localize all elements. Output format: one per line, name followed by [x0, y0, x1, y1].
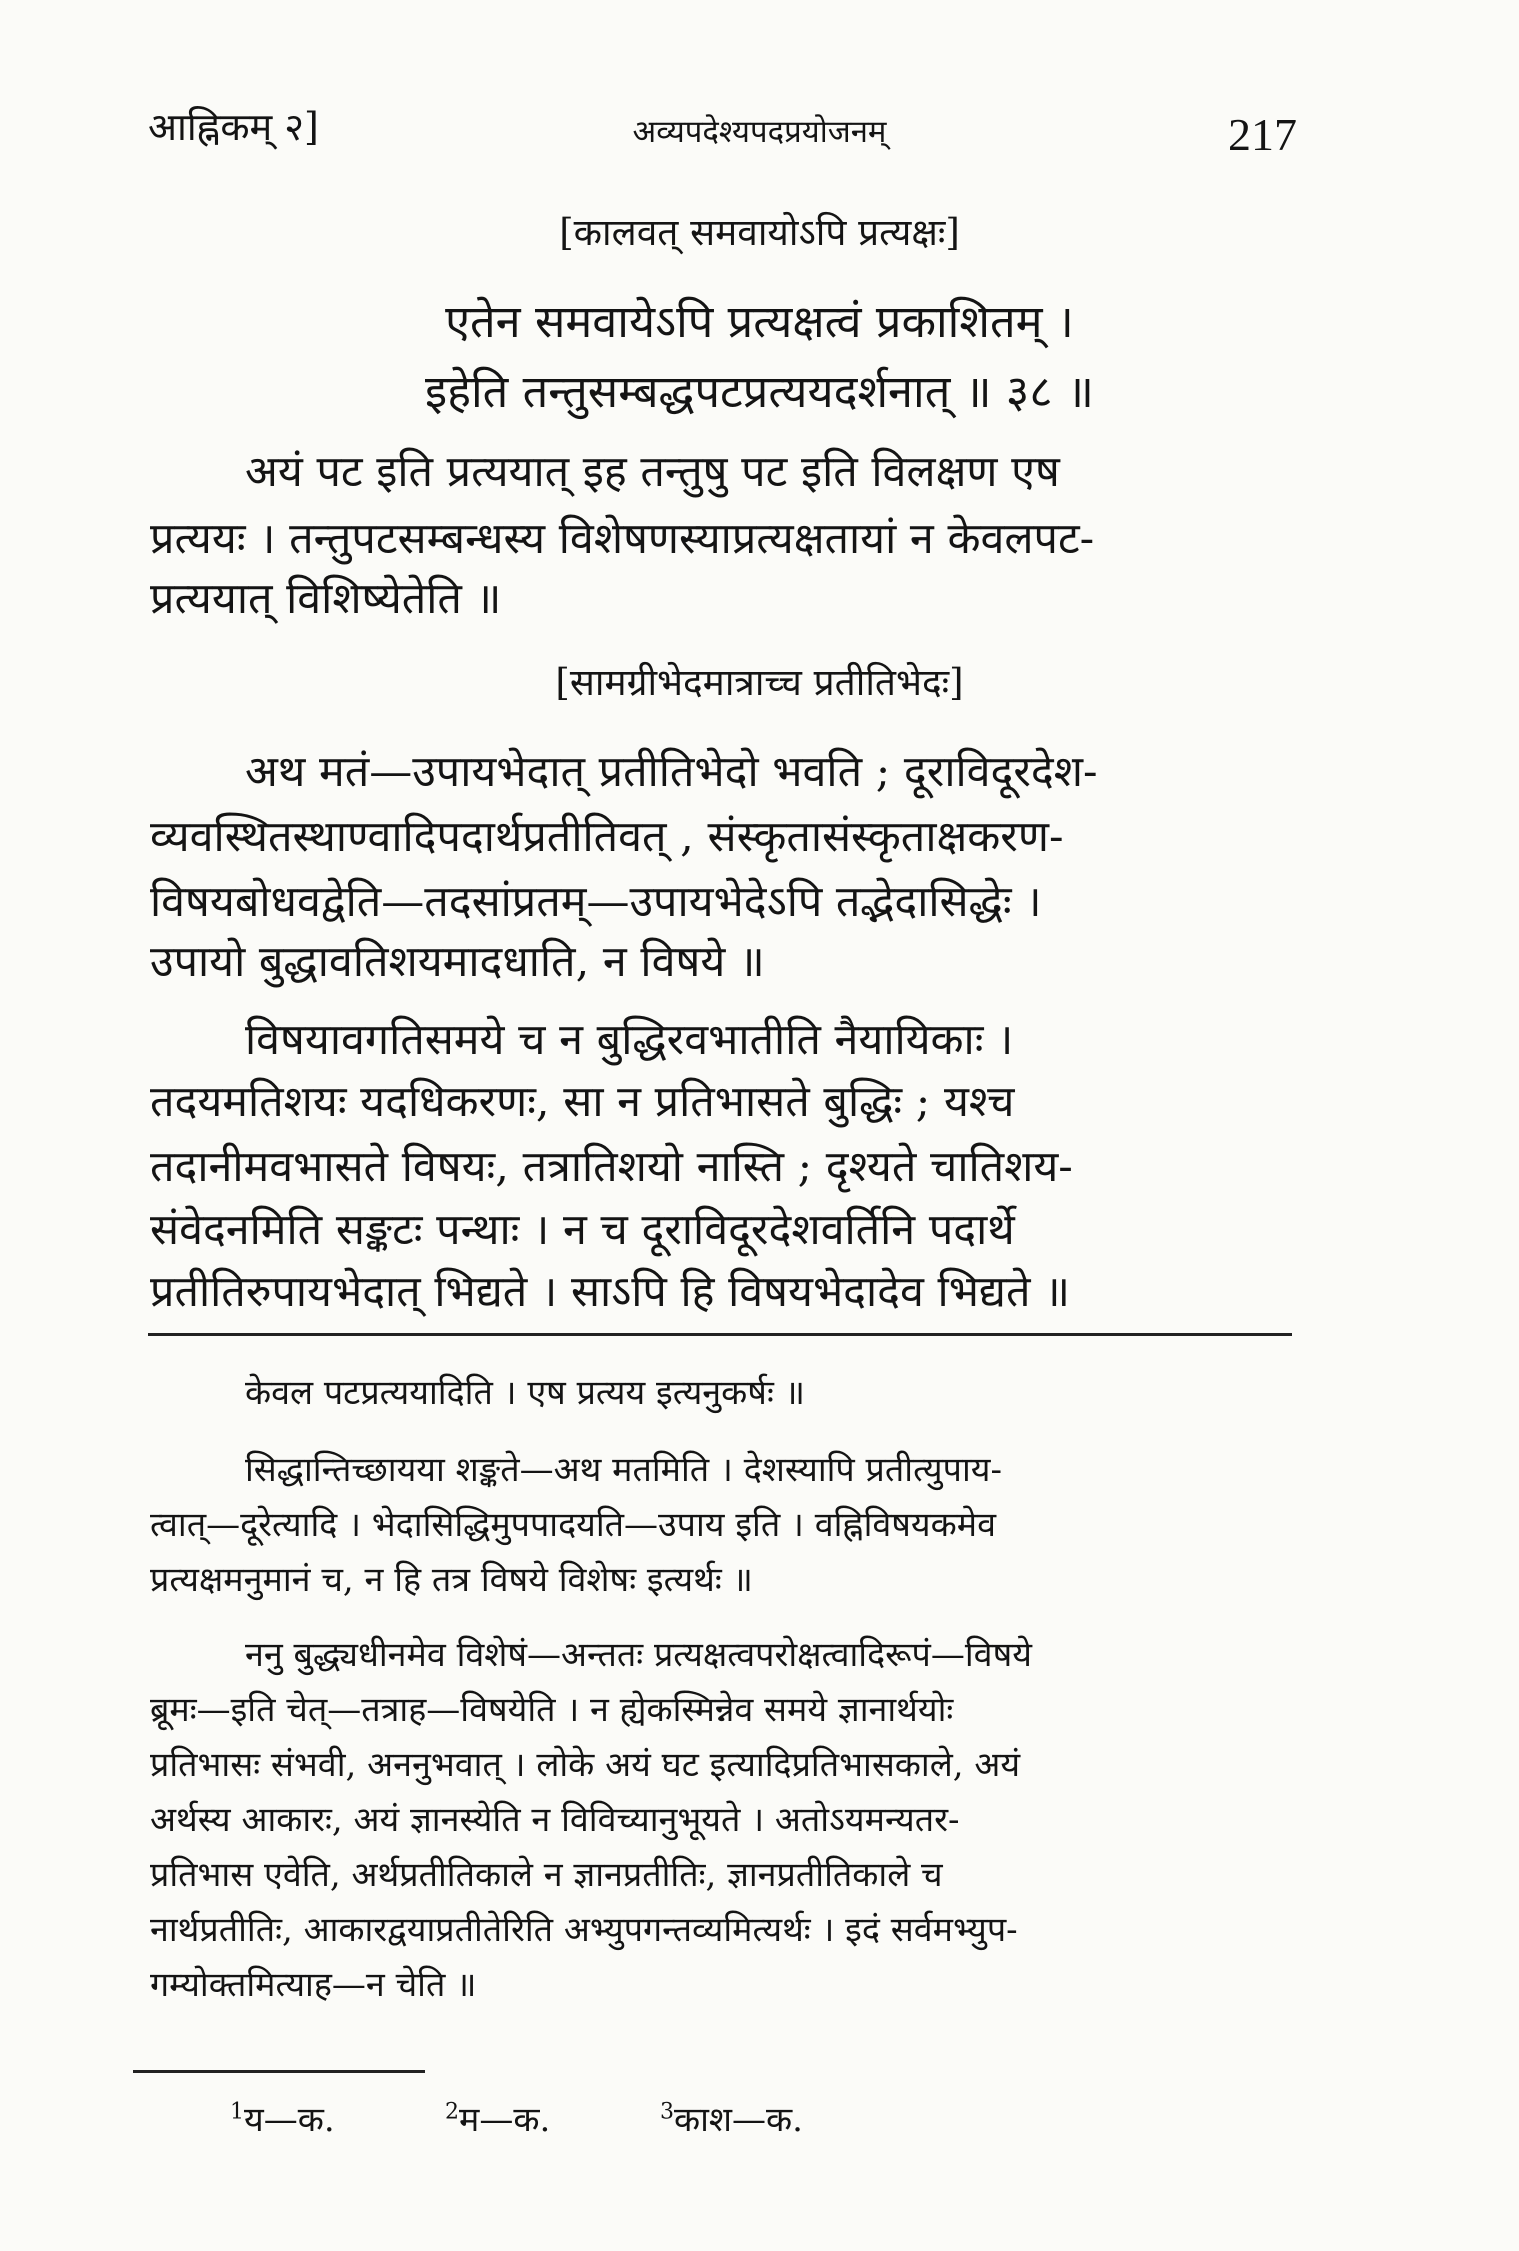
section-heading-1: [कालवत् समवायोऽपि प्रत्यक्षः] [559, 211, 960, 254]
commentary-line: प्रतिभासः संभवी, अननुभवात् । लोके अयं घट इत्यादिप्रतिभासकाले, अयं [150, 1745, 1021, 1785]
running-head-left: आह्निकम् २] [148, 105, 319, 149]
footnote [660, 2095, 803, 2141]
footnote-divider [133, 2070, 425, 2073]
commentary-line: प्रत्यक्षमनुमानं च, न हि तत्र विषये विशेषः इत्यर्थः ॥ [150, 1560, 753, 1600]
para-line: प्रतीतिरुपायभेदात् भिद्यते । साऽपि हि विषयभेदादेव भिद्यते ॥ [150, 1267, 1070, 1317]
para-line: व्यवस्थितस्थाण्वादिपदार्थप्रतीतिवत् , संस्कृतासंस्कृताक्षकरण- [150, 812, 1064, 862]
para-line: उपायो बुद्धावतिशयमादधाति, न विषये ॥ [150, 937, 765, 987]
page-number: 217 [1228, 109, 1297, 160]
para-line: तदानीमवभासते विषयः, तत्रातिशयो नास्ति ; दृश्यते चातिशय- [150, 1142, 1073, 1192]
verse-line-1: एतेन समवायेऽपि प्रत्यक्षत्वं प्रकाशितम् । [445, 295, 1074, 348]
footnote-marker: 2 [445, 2099, 459, 2125]
footnote-marker: 1 [230, 2099, 244, 2125]
para-line: संवेदनमिति सङ्कटः पन्थाः । न च दूराविदूरदेशवर्तिनि पदार्थे [150, 1205, 1015, 1255]
footnote-text: म—क. [459, 2100, 551, 2140]
footnote [230, 2095, 335, 2141]
para-line: तदयमतिशयः यदधिकरणः, सा न प्रतिभासते बुद्धिः ; यश्च [150, 1077, 1015, 1127]
commentary-line: प्रतिभास एवेति, अर्थप्रतीतिकाले न ज्ञानप्रतीतिः, ज्ञानप्रतीतिकाले च [150, 1855, 943, 1895]
commentary-line: सिद्धान्तिच्छायया शङ्कते—अथ मतमिति । देशस्यापि प्रतीत्युपाय- [245, 1450, 1002, 1490]
commentary-line: त्वात्—दूरेत्यादि । भेदासिद्धिमुपपादयति—उपाय इति । वह्निविषयकमेव [150, 1505, 996, 1545]
section-heading-2: [सामग्रीभेदमात्राच्च प्रतीतिभेदः] [555, 661, 964, 704]
commentary-line: अर्थस्य आकारः, अयं ज्ञानस्येति न विविच्यानुभूयते । अतोऽयमन्यतर- [150, 1800, 960, 1840]
commentary-line: गम्योक्तमित्याह—न चेति ॥ [150, 1965, 477, 2005]
commentary-divider [148, 1333, 1292, 1336]
footnote [445, 2095, 550, 2141]
para-line: विषयबोधवद्वेति—तदसांप्रतम्—उपायभेदेऽपि तद्भेदासिद्धेः । [150, 877, 1042, 927]
footnote-marker: 3 [660, 2099, 674, 2125]
para-line: विषयावगतिसमये च न बुद्धिरवभातीति नैयायिकाः । [245, 1015, 1014, 1065]
para-line: प्रत्ययः । तन्तुपटसम्बन्धस्य विशेषणस्याप्रत्यक्षतायां न केवलपट- [150, 514, 1095, 564]
running-head-center: अव्यपदेश्यपदप्रयोजनम् [632, 114, 887, 150]
commentary-line: ब्रूमः—इति चेत्—तत्राह—विषयेति । न ह्येकस्मिन्नेव समये ज्ञानार्थयोः [150, 1690, 954, 1730]
commentary-line: ननु बुद्ध्यधीनमेव विशेषं—अन्ततः प्रत्यक्षत्वपरोक्षत्वादिरूपं—विषये [245, 1635, 1032, 1675]
commentary-line: केवल पटप्रत्ययादिति । एष प्रत्यय इत्यनुकर्षः ॥ [245, 1373, 805, 1413]
para-line: अयं पट इति प्रत्ययात् इह तन्तुषु पट इति विलक्षण एष [245, 447, 1060, 497]
para-line: अथ मतं—उपायभेदात् प्रतीतिभेदो भवति ; दूराविदूरदेश- [245, 747, 1098, 797]
verse-line-2: इहेति तन्तुसम्बद्धपटप्रत्ययदर्शनात् ॥ ३८ ॥ [425, 365, 1094, 418]
para-line: प्रत्ययात् विशिष्येतेति ॥ [150, 574, 502, 624]
footnote-text: य—क. [244, 2100, 335, 2140]
commentary-line: नार्थप्रतीतिः, आकारद्वयाप्रतीतेरिति अभ्युपगन्तव्यमित्यर्थः । इदं सर्वमभ्युप- [150, 1910, 1018, 1950]
footnote-text: काश—क. [674, 2100, 803, 2140]
